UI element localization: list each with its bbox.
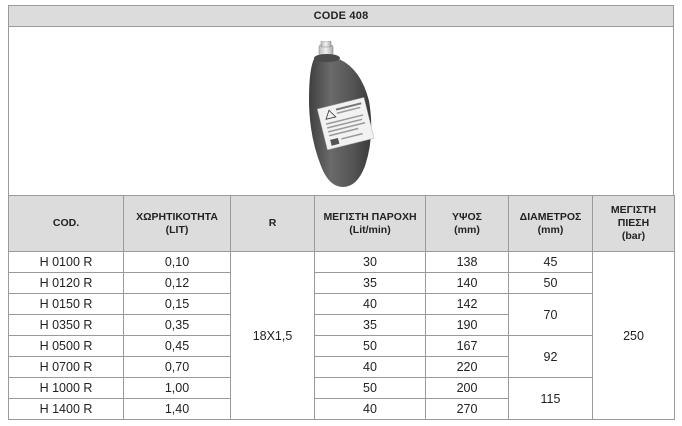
cell-capacity: 0,12 <box>124 273 231 294</box>
header-pressure: ΜΕΓΙΣΤΗ ΠΙΕΣΗ (bar) <box>593 196 675 252</box>
cell-capacity: 0,70 <box>124 357 231 378</box>
header-height: ΥΨΟΣ (mm) <box>426 196 509 252</box>
bladder-accumulator-icon <box>299 41 389 191</box>
header-flow: ΜΕΓΙΣΤΗ ΠΑΡΟΧΗ (Lit/min) <box>315 196 426 252</box>
title-text: CODE 408 <box>313 10 369 22</box>
cell-height: 140 <box>426 273 509 294</box>
cell-cod: H 0350 R <box>9 315 124 336</box>
cell-cod: H 0120 R <box>9 273 124 294</box>
cell-flow: 35 <box>315 273 426 294</box>
product-image-area <box>8 27 674 195</box>
cell-diameter: 115 <box>509 378 593 420</box>
product-sheet <box>8 5 674 420</box>
table-row <box>9 252 675 273</box>
cell-flow: 50 <box>315 378 426 399</box>
header-r: R <box>231 196 315 252</box>
cell-capacity: 1,40 <box>124 399 231 420</box>
cell-flow: 50 <box>315 336 426 357</box>
cell-height: 138 <box>426 252 509 273</box>
cell-capacity: 0,35 <box>124 315 231 336</box>
page-title <box>8 5 674 27</box>
cell-cod: H 1000 R <box>9 378 124 399</box>
cell-cod: H 0100 R <box>9 252 124 273</box>
cell-flow: 40 <box>315 399 426 420</box>
header-diameter: ΔΙΑΜΕΤΡΟΣ (mm) <box>509 196 593 252</box>
cell-height: 220 <box>426 357 509 378</box>
cell-diameter: 50 <box>509 273 593 294</box>
header-capacity: ΧΩΡΗΤΙΚΟΤΗΤΑ (LIT) <box>124 196 231 252</box>
table-row <box>9 336 675 357</box>
cell-height: 167 <box>426 336 509 357</box>
cell-flow: 40 <box>315 294 426 315</box>
specs-table <box>8 195 675 420</box>
cell-cod: H 0700 R <box>9 357 124 378</box>
cell-height: 270 <box>426 399 509 420</box>
cell-diameter: 70 <box>509 294 593 336</box>
cell-capacity: 1,00 <box>124 378 231 399</box>
header-cod: COD. <box>9 196 124 252</box>
cell-flow: 40 <box>315 357 426 378</box>
cell-r: 18X1,5 <box>231 252 315 420</box>
cell-height: 200 <box>426 378 509 399</box>
cell-flow: 30 <box>315 252 426 273</box>
cell-pressure: 250 <box>593 252 675 420</box>
cell-height: 190 <box>426 315 509 336</box>
cell-height: 142 <box>426 294 509 315</box>
table-row <box>9 294 675 315</box>
cell-cod: H 0150 R <box>9 294 124 315</box>
table-row <box>9 273 675 294</box>
cell-diameter: 92 <box>509 336 593 378</box>
table-header-row <box>9 196 675 252</box>
cell-flow: 35 <box>315 315 426 336</box>
cell-capacity: 0,10 <box>124 252 231 273</box>
cell-cod: H 0500 R <box>9 336 124 357</box>
cell-diameter: 45 <box>509 252 593 273</box>
cell-capacity: 0,15 <box>124 294 231 315</box>
table-row <box>9 378 675 399</box>
cell-capacity: 0,45 <box>124 336 231 357</box>
cell-cod: H 1400 R <box>9 399 124 420</box>
